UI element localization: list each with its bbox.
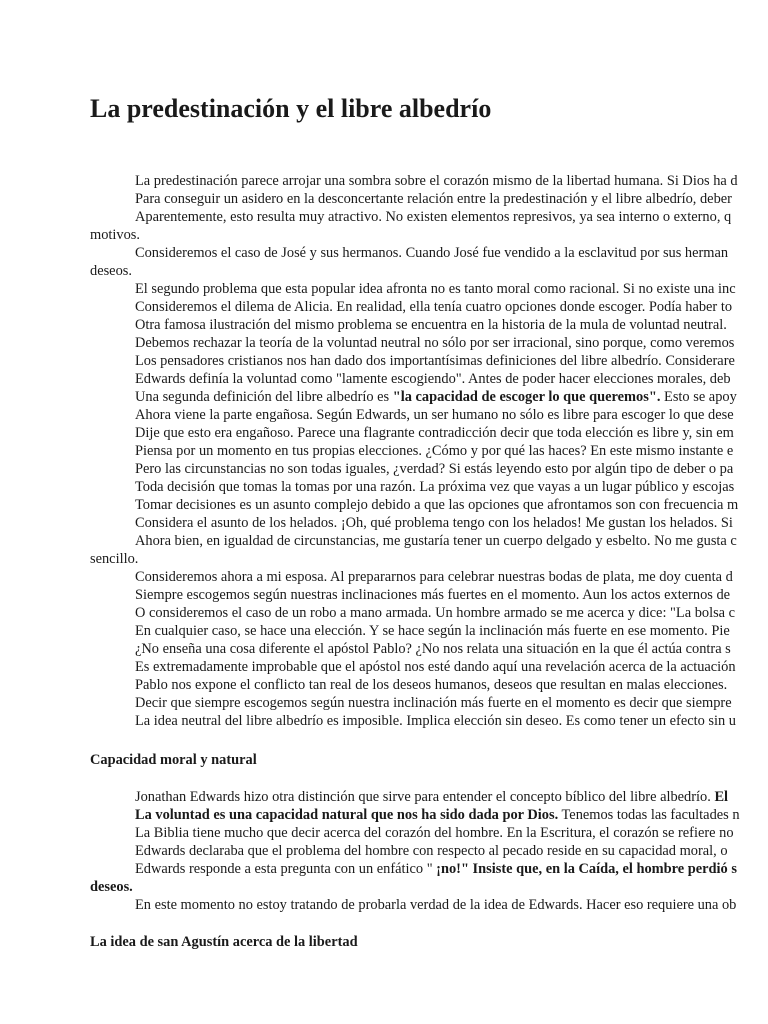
paragraph-line: Decir que siempre escogemos según nuestra inclinación más fuerte en el momento es decir que siempre — [135, 695, 732, 711]
paragraph-line — [90, 878, 768, 896]
paragraph-line: Aparentemente, esto resulta muy atractivo. No existen elementos represivos, ya sea interno o externo, q — [135, 209, 732, 225]
line-text: Tenemos todas las facultades n — [558, 807, 740, 823]
paragraph-line: Consideremos ahora a mi esposa. Al prepararnos para celebrar nuestras bodas de plata, me doy cuenta d — [135, 569, 733, 585]
paragraph-line: La Biblia tiene mucho que decir acerca del corazón del hombre. En la Escritura, el corazón se refiere no — [135, 825, 734, 841]
paragraph-line: Consideremos el dilema de Alicia. En realidad, ella tenía cuatro opciones donde escoger. Podía haber to — [135, 299, 733, 315]
section-heading: La idea de san Agustín acerca de la libertad — [90, 934, 358, 950]
bold-text: La voluntad es una capacidad natural que nos ha sido dada por Dios. — [135, 807, 559, 823]
paragraph-line: Es extremadamente improbable que el apóstol nos esté dando aquí una revelación acerca de la actuación — [135, 659, 736, 675]
line-text: Una segunda definición del libre albedrío es — [135, 389, 393, 405]
paragraph-line: Ahora viene la parte engañosa. Según Edwards, un ser humano no sólo es libre para escoger lo que dese — [135, 407, 734, 423]
paragraph-line: Siempre escogemos según nuestras inclinaciones más fuertes en el momento. Aun los actos externos de — [135, 587, 731, 603]
paragraph-line — [135, 806, 768, 824]
line-text: Jonathan Edwards hizo otra distinción que sirve para entender el concepto bíblico del libre albedrío. — [135, 789, 715, 805]
paragraph-line: motivos. — [90, 227, 140, 243]
paragraph-line: Consideremos el caso de José y sus hermanos. Cuando José fue vendido a la esclavitud por sus herman — [135, 245, 729, 261]
paragraph-line: O consideremos el caso de un robo a mano armada. Un hombre armado se me acerca y dice: "La bolsa c — [135, 605, 736, 621]
paragraph-line: Los pensadores cristianos nos han dado dos importantísimas definiciones del libre albedrío. Considerare — [135, 353, 735, 369]
paragraph-line: Edwards declaraba que el problema del hombre con respecto al pecado reside en su capacidad moral, o — [135, 843, 728, 859]
paragraph-line: Pablo nos expone el conflicto tan real de los deseos humanos, deseos que resultan en malas elecciones. — [135, 677, 728, 693]
paragraph-line: En este momento no estoy tratando de probarla verdad de la idea de Edwards. Hacer eso requiere una ob — [135, 897, 737, 913]
paragraph-line — [135, 860, 768, 878]
paragraph-line: El segundo problema que esta popular idea afronta no es tanto moral como racional. Si no existe una inc — [135, 281, 736, 297]
paragraph-line: Ahora bien, en igualdad de circunstancias, me gustaría tener un cuerpo delgado y esbelto. No me gusta c — [135, 533, 737, 549]
bold-text: El — [714, 789, 729, 805]
bold-text: deseos. — [90, 879, 133, 895]
paragraph-line: Piensa por un momento en tus propias elecciones. ¿Cómo y por qué las haces? En este mismo instante e — [135, 443, 734, 459]
paragraph-line: La idea neutral del libre albedrío es imposible. Implica elección sin deseo. Es como tener un efecto sin u — [135, 713, 736, 729]
section-heading: Capacidad moral y natural — [90, 752, 257, 768]
paragraph-line: Dije que esto era engañoso. Parece una flagrante contradicción decir que toda elección es libre y, sin em — [135, 425, 734, 441]
paragraph-line — [135, 388, 768, 406]
page-title: La predestinación y el libre albedrío — [90, 94, 492, 123]
paragraph-line: Considera el asunto de los helados. ¡Oh, qué problema tengo con los helados! Me gustan los helados. Si — [135, 515, 733, 531]
paragraph-line: sencillo. — [90, 551, 139, 567]
paragraph-line: Tomar decisiones es un asunto complejo debido a que las opciones que afrontamos son con frecuencia m — [135, 497, 739, 513]
paragraph-line: ¿No enseña una cosa diferente el apóstol Pablo? ¿No nos relata una situación en la que él actúa contra s — [135, 641, 731, 657]
paragraph-line: En cualquier caso, se hace una elección. Y se hace según la inclinación más fuerte en ese momento. Pie — [135, 623, 730, 639]
paragraph-line: Para conseguir un asidero en la desconcertante relación entre la predestinación y el libre albedrío, deber — [135, 191, 732, 207]
line-text: Esto se apoy — [660, 389, 737, 405]
bold-definition: "la capacidad de escoger lo que queremos". — [392, 389, 661, 405]
paragraph-line: Edwards definía la voluntad como "lamente escogiendo". Antes de poder hacer elecciones morales, deb — [135, 371, 731, 387]
paragraph-line: deseos. — [90, 263, 132, 279]
bold-text: ¡no!" Insiste que, en la Caída, el hombre perdió s — [436, 861, 737, 877]
line-text: Edwards responde a esta pregunta con un enfático " — [135, 861, 437, 877]
paragraph-line: Pero las circunstancias no son todas iguales, ¿verdad? Si estás leyendo esto por algún tipo de deber o pa — [135, 461, 734, 477]
paragraph-line: Debemos rechazar la teoría de la voluntad neutral no sólo por ser irracional, sino porque, como veremos — [135, 335, 735, 351]
paragraph-line — [135, 788, 768, 806]
paragraph-line: Otra famosa ilustración del mismo problema se encuentra en la historia de la mula de voluntad neutral. — [135, 317, 727, 333]
paragraph-line: Toda decisión que tomas la tomas por una razón. La próxima vez que vayas a un lugar público y escojas — [135, 479, 735, 495]
paragraph-line: La predestinación parece arrojar una sombra sobre el corazón mismo de la libertad humana. Si Dios ha d — [135, 173, 738, 189]
